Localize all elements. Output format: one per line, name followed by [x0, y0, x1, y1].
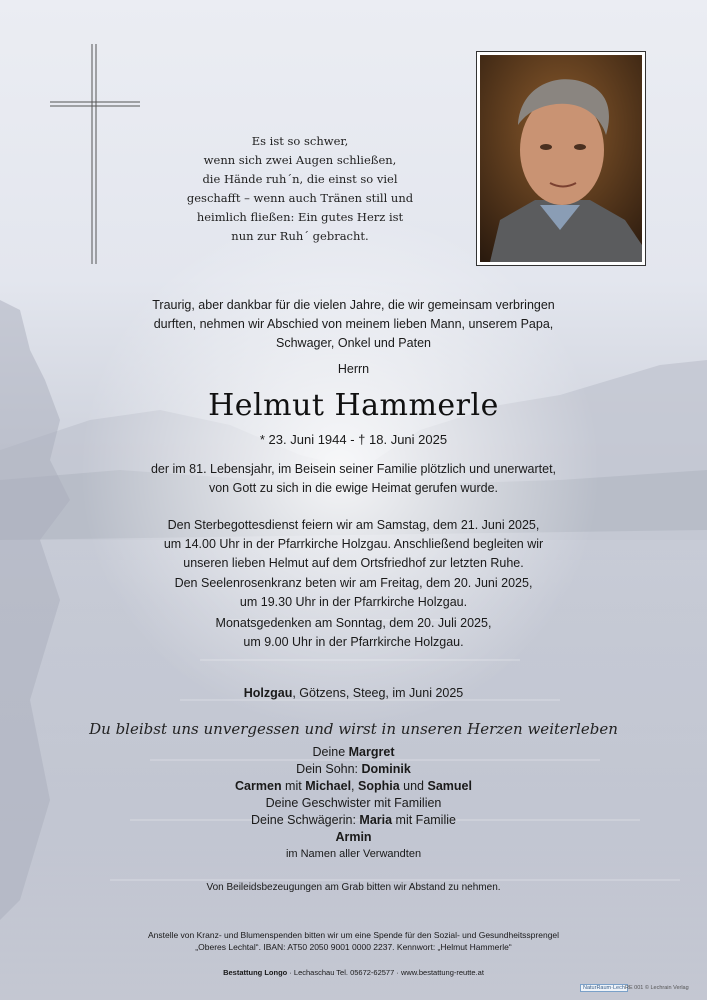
naturraum-badge: NaturRaum·Lech — [580, 984, 628, 992]
deceased-name: Helmut Hammerle — [208, 388, 499, 423]
death-notice — [0, 460, 707, 498]
motto: Du bleibst uns unvergessen und wirst in unseren Herzen weiterleben — [89, 720, 618, 738]
intro-line: Traurig, aber dankbar für die vielen Jahre, die wir gemeinsam verbringen — [152, 298, 555, 312]
family-line-relatives: im Namen aller Verwandten — [285, 848, 422, 860]
family-line-sister-in-law: Deine Schwägerin: Maria mit Familie — [251, 813, 456, 827]
donation-line: Anstelle von Kranz- und Blumenspenden bitten wir um eine Spende für den Sozial- und Gesundheitssprengel — [147, 930, 560, 940]
rosary-line: um 19.30 Uhr in der Pfarrkirche Holzgau. — [239, 595, 468, 609]
funeral-service — [0, 516, 707, 573]
intro-line: Schwager, Onkel und Paten — [276, 336, 431, 350]
family-line-carmen: Carmen mit Michael, Sophia und Samuel — [235, 779, 472, 793]
poem-line: heimlich fließen: Ein gutes Herz ist — [196, 210, 404, 224]
cross-icon — [50, 44, 140, 264]
poem — [185, 132, 415, 246]
monthly-line: um 9.00 Uhr in der Pfarrkirche Holzgau. — [243, 635, 464, 649]
donation-line: „Oberes Lechtal“. IBAN: AT50 2050 9001 0000 2237. Kennwort: „Helmut Hammerle“ — [195, 942, 512, 952]
funeral-home-name: Bestattung Longo — [223, 968, 288, 977]
intro-text — [0, 296, 707, 353]
funeral-home-details: · Lechaschau Tel. 05672-62577 · www.bestattung-reutte.at — [287, 968, 484, 977]
condolences-note: Von Beileidsbezeugungen am Grab bitten wir Abstand zu nehmen. — [206, 882, 501, 893]
poem-line: geschafft – wenn auch Tränen still und — [186, 191, 414, 205]
portrait-photo — [477, 52, 645, 265]
death-notice-line: von Gott zu sich in die ewige Heimat gerufen wurde. — [208, 481, 499, 495]
poem-line: Es ist so schwer, — [251, 134, 349, 148]
family-list — [0, 744, 707, 863]
rosary-line: Den Seelenrosenkranz beten wir am Freitag, dem 20. Juni 2025, — [174, 576, 533, 590]
service-line: Den Sterbegottesdienst feiern wir am Samstag, dem 21. Juni 2025, — [167, 518, 540, 532]
donation-note — [0, 929, 707, 953]
poem-line: wenn sich zwei Augen schließen, — [203, 153, 397, 167]
family-line-siblings: Deine Geschwister mit Familien — [265, 796, 442, 810]
monthly-memorial — [0, 614, 707, 652]
intro-line: durften, nehmen wir Abschied von meinem lieben Mann, unserem Papa, — [153, 317, 554, 331]
death-notice-line: der im 81. Lebensjahr, im Beisein seiner Familie plötzlich und unerwartet, — [150, 462, 557, 476]
family-line-armin: Armin — [335, 830, 372, 844]
family-line-wife: Deine Margret — [312, 745, 395, 759]
life-dates: * 23. Juni 1944 - † 18. Juni 2025 — [259, 432, 448, 447]
service-line: um 14.00 Uhr in der Pfarrkirche Holzgau. Anschließend begleiten wir — [163, 537, 544, 551]
copyright: RE 001 © Lechrain Verlag — [625, 985, 689, 991]
poem-line: die Hände ruh´n, die einst so viel — [202, 172, 398, 186]
rosary-prayer — [0, 574, 707, 612]
funeral-home-footer — [0, 968, 707, 977]
family-line-son: Dein Sohn: Dominik — [296, 762, 411, 776]
place-date — [0, 684, 707, 703]
service-line: unseren lieben Helmut auf dem Ortsfriedhof zur letzten Ruhe. — [183, 556, 524, 570]
poem-line: nun zur Ruh´ gebracht. — [231, 229, 369, 243]
monthly-line: Monatsgedenken am Sonntag, dem 20. Juli 2025, — [215, 616, 492, 630]
salutation: Herrn — [337, 362, 370, 376]
place-rest: , Götzens, Steeg, im Juni 2025 — [292, 686, 464, 700]
place-town: Holzgau — [243, 686, 293, 700]
